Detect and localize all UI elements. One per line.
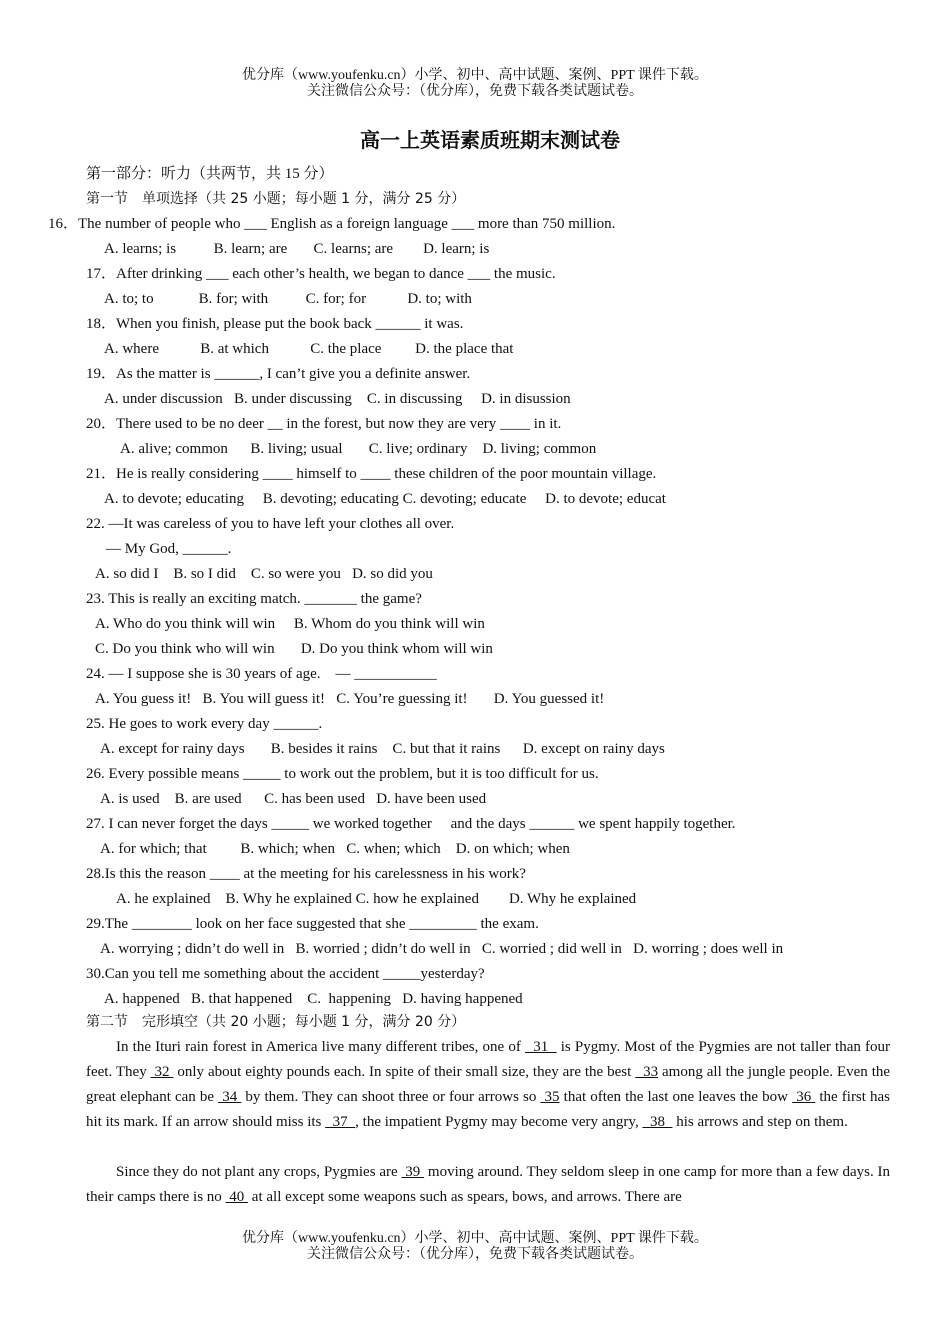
cloze-blank: 35 <box>540 1089 560 1105</box>
question-line: A. under discussion B. under discussing C. in discussing D. in disussion <box>104 391 571 407</box>
question-line: A. where B. at which C. the place D. the place that <box>104 341 514 357</box>
passage-paragraph-2 <box>86 1160 890 1210</box>
question-line: — My God, ______. <box>106 541 232 557</box>
cloze-blank: 31 <box>524 1039 557 1055</box>
question-line: A. Who do you think will win B. Whom do you think will win <box>95 616 485 632</box>
question-line: 27. I can never forget the days _____ we worked together and the days ______ we spent happily together. <box>86 816 736 832</box>
cloze-blank: 33 <box>635 1064 659 1080</box>
question-line: A. for which; that B. which; when C. when; which D. on which; when <box>100 841 570 857</box>
question-line: 19．As the matter is ______, I can’t give you a definite answer. <box>86 366 471 382</box>
passage-text: among all the jungle people. Even the great elephant can be <box>86 1064 891 1105</box>
cloze-blank: 32 <box>150 1064 174 1080</box>
passage-text: moving around. They seldom sleep in one camp for more than a few days. In their camps there is no <box>86 1164 891 1205</box>
footer-line-2: 关注微信公众号：（优分库），免费下载各类试题试卷。 <box>307 1247 643 1262</box>
question-line: 17．After drinking ___ each other’s health, we began to dance ___ the music. <box>86 266 556 282</box>
question-line: 30.Can you tell me something about the accident _____yesterday? <box>86 966 485 982</box>
question-line: A. alive; common B. living; usual C. live; ordinary D. living; common <box>120 441 597 457</box>
question-line: 23. This is really an exciting match. _______ the game? <box>86 591 422 607</box>
question-line: A. except for rainy days B. besides it rains C. but that it rains D. except on rainy days <box>100 741 665 757</box>
passage-text: the first has hit its mark. If an arrow should miss its <box>86 1089 891 1130</box>
cloze-blank: 36 <box>792 1089 816 1105</box>
question-line: A. so did I B. so I did C. so were you D. so did you <box>95 566 433 582</box>
passage-paragraph-1 <box>86 1035 890 1135</box>
question-line: A. to; to B. for; with C. for; for D. to; with <box>104 291 472 307</box>
question-line: 25. He goes to work every day ______. <box>86 716 323 732</box>
passage-text: at all except some weapons such as spears, bows, and arrows. There are <box>248 1189 682 1205</box>
question-line: 24. — I suppose she is 30 years of age. — ___________ <box>86 666 437 682</box>
question-line: A. happened B. that happened C. happening D. having happened <box>104 991 523 1007</box>
question-line: A. You guess it! B. You will guess it! C. You’re guessing it! D. You guessed it! <box>95 691 605 707</box>
page-footer <box>0 1231 950 1263</box>
section-1-heading: 第一节 单项选择（共 25 小题；每小题 1 分，满分 25 分） <box>86 191 466 207</box>
question-line: A. worrying ; didn’t do well in B. worried ; didn’t do well in C. worried ; did well in D. worring ; does well in <box>100 941 784 957</box>
question-line: A. he explained B. Why he explained C. how he explained D. Why he explained <box>116 891 637 907</box>
cloze-blank: 38 <box>642 1114 673 1130</box>
passage-text: is Pygmy. Most of the Pygmies are not taller than four feet. They <box>86 1039 890 1080</box>
cloze-blank: 39 <box>401 1164 425 1180</box>
passage-text: Since they do not plant any crops, Pygmies are <box>116 1164 402 1180</box>
page-header <box>0 68 950 100</box>
passage-text: only about eighty pounds each. In spite of their small size, they are the best <box>173 1064 636 1080</box>
question-line: A. to devote; educating B. devoting; educating C. devoting; educate D. to devote; educat <box>104 491 666 507</box>
question-line: 28.Is this the reason ____ at the meeting for his carelessness in his work? <box>86 866 526 882</box>
passage-text: by them. They can shoot three or four arrows so <box>241 1089 541 1105</box>
passage-text: , the impatient Pygmy may become very angry, <box>355 1114 643 1130</box>
passage-text: In the Ituri rain forest in America live many different tribes, one of <box>116 1039 525 1055</box>
question-line: 22. —It was careless of you to have left your clothes all over. <box>86 516 455 532</box>
page-title: 高一上英语素质班期末测试卷 <box>360 130 620 152</box>
question-line: 29.The ________ look on her face suggested that she _________ the exam. <box>86 916 539 932</box>
footer-line-1: 优分库（www.youfenku.cn）小学、初中、高中试题、案例、PPT 课件下载。 <box>242 1231 708 1246</box>
cloze-blank: 37 <box>325 1114 356 1130</box>
header-line-2: 关注微信公众号：（优分库），免费下载各类试题试卷。 <box>307 84 643 99</box>
cloze-blank: 40 <box>225 1189 249 1205</box>
question-line: 18．When you finish, please put the book back ______ it was. <box>86 316 464 332</box>
passage-text: that often the last one leaves the bow <box>559 1089 793 1105</box>
cloze-blank: 34 <box>218 1089 242 1105</box>
question-line: A. learns; is B. learn; are C. learns; are D. learn; is <box>104 241 490 257</box>
question-line: 21．He is really considering ____ himself to ____ these children of the poor mountain village. <box>86 466 657 482</box>
question-line: 20．There used to be no deer __ in the forest, but now they are very ____ in it. <box>86 416 562 432</box>
question-line: C. Do you think who will win D. Do you think whom will win <box>95 641 493 657</box>
header-line-1: 优分库（www.youfenku.cn）小学、初中、高中试题、案例、PPT 课件下载。 <box>242 68 708 83</box>
passage-text: his arrows and step on them. <box>672 1114 848 1130</box>
section-2-heading: 第二节 完形填空（共 20 小题；每小题 1 分，满分 20 分） <box>86 1014 466 1030</box>
question-line: A. is used B. are used C. has been used D. have been used <box>100 791 487 807</box>
question-line: 16．The number of people who ___ English as a foreign language ___ more than 750 million. <box>48 216 616 232</box>
question-line: 26. Every possible means _____ to work out the problem, but it is too difficult for us. <box>86 766 599 782</box>
part-heading: 第一部分：听力（共两节，共 15 分） <box>86 166 334 182</box>
